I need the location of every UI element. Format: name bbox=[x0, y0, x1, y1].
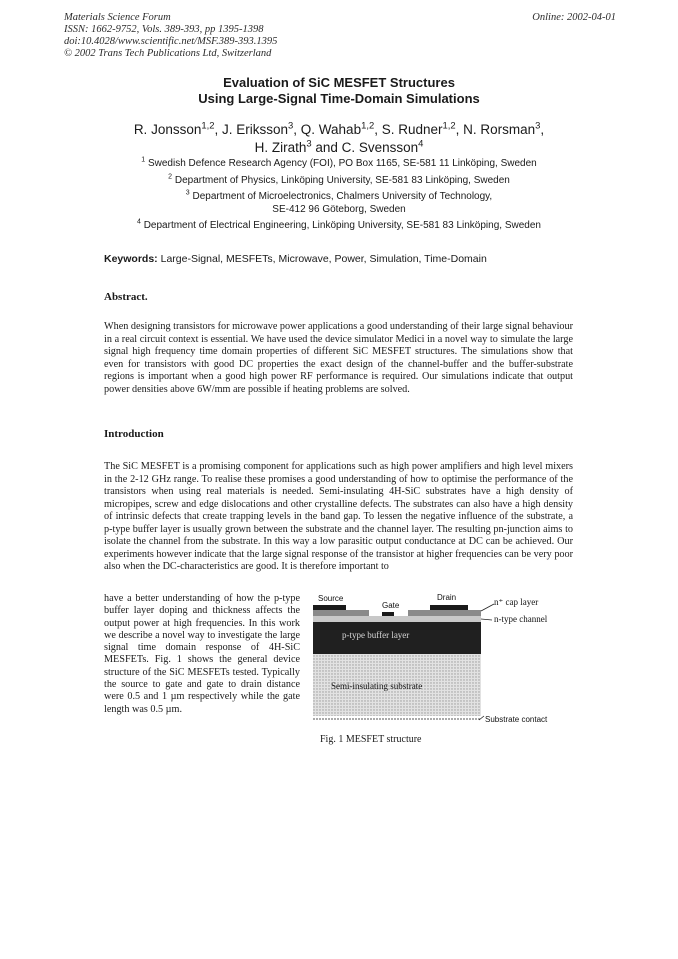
drain-label: Drain bbox=[437, 593, 457, 602]
journal-name: Materials Science Forum bbox=[64, 12, 171, 23]
substrate-contact-label: Substrate contact bbox=[485, 715, 548, 724]
abstract-heading: Abstract. bbox=[104, 291, 148, 303]
affiliations bbox=[0, 158, 678, 237]
author: S. Rudner$^{1,2}$, bbox=[381, 120, 464, 137]
keywords bbox=[104, 253, 574, 266]
author: H. Zirath$^3$ and bbox=[254, 138, 342, 155]
issn-line: ISSN: 1662-9752, Vols. 389-393, pp 1395-1398 bbox=[64, 24, 264, 35]
author: C. Svensson$^4$ bbox=[341, 138, 424, 155]
affiliation-1: $^1$ Swedish Defence Research Agency (FOI), PO Box 1165, SE-581 11 Linköping, Sweden bbox=[141, 156, 537, 169]
keywords-text: Large-Signal, MESFETs, Microwave, Power, Simulation, Time-Domain bbox=[160, 253, 487, 265]
mesfet-diagram bbox=[298, 589, 564, 729]
author: J. Eriksson$^3$, bbox=[222, 120, 301, 137]
title-line-2: Using Large-Signal Time-Domain Simulations bbox=[198, 91, 480, 106]
cap-layer-label: n⁺ cap layer bbox=[494, 597, 539, 607]
cap-leader bbox=[481, 604, 494, 611]
source-contact bbox=[313, 605, 346, 610]
affiliation-3: $^3$ Department of Microelectronics, Chalmers University of Technology, SE-412 96 Göteborg, Sweden bbox=[185, 189, 493, 215]
affiliation-2: $^2$ Department of Physics, Linköping University, SE-581 83 Linköping, Sweden bbox=[168, 173, 510, 186]
figure-mesfet-structure bbox=[298, 589, 564, 747]
introduction-text: The SiC MESFET is a promising component for applications such as high power amplifiers and high level mixers in the 2-12 GHz range. To realise these promises a good understanding of how to optimise the performance of the transistors when using real materials is needed. Semi-insulating 4H-SiC substrates have a high density of micropipes, screw and edge dislocations and other crystalline defects. The substrates can also have a high density of intrinsic defects that create trapping levels in the band gap. To lessen the negative influence of the substrate, a p-type buffer layer is usually grown between the substrate and the channel layer. The resulting pn-junction aims to isolate the channel from the substrate. In this way a low parasitic output conductance at DC can be achieved. Our experiments however indicate that the large signal response of the transistor at higher frequencies can be very poor also when the DC-characteristics are good. It is therefore important to bbox=[104, 461, 573, 572]
copyright-line: © 2002 Trans Tech Publications Ltd, Switzerland bbox=[64, 48, 272, 59]
paper-title bbox=[0, 75, 678, 107]
drain-contact bbox=[430, 605, 468, 610]
online-date: Online: 2002-04-01 bbox=[532, 12, 616, 23]
source-label: Source bbox=[318, 594, 344, 603]
channel-label: n-type channel bbox=[494, 614, 548, 624]
introduction-heading: Introduction bbox=[104, 428, 164, 440]
author: N. Rorsman$^3$, bbox=[463, 120, 545, 137]
cap-layer-left bbox=[313, 610, 369, 616]
figure-caption: Fig. 1 MESFET structure bbox=[320, 734, 422, 745]
author: R. Jonsson$^{1,2}$, bbox=[133, 120, 222, 137]
journal-header bbox=[64, 12, 277, 60]
contact-leader bbox=[479, 716, 484, 720]
gate-label: Gate bbox=[382, 601, 400, 610]
abstract-text: When designing transistors for microwave power applications a good understanding of their large signal behaviour in a real circuit context is essential. We have used the device simulator Medici in a novel way to simulate the large signal high frequency time domain properties of different SiC MESFET structures. The simulations show that even for transistors with good DC properties the exact design of the channel-buffer and the buffer-substrate regions is important when a good high power RF performance is required. Our simulations indicate that output power densities above 6W/mm are possible if heating problems are solved. bbox=[104, 321, 573, 395]
substrate-label: Semi-insulating substrate bbox=[331, 681, 423, 691]
doi-line: doi:10.4028/www.scientific.net/MSF.389-393.1395 bbox=[64, 36, 278, 47]
author-list bbox=[0, 121, 678, 157]
author-line-2 bbox=[0, 139, 678, 157]
title-line-1: Evaluation of SiC MESFET Structures bbox=[223, 75, 455, 90]
gate-contact bbox=[382, 612, 394, 616]
channel-layer bbox=[313, 616, 481, 622]
keywords-label: Keywords: bbox=[104, 253, 158, 265]
cap-layer-right bbox=[408, 610, 481, 616]
buffer-label: p-type buffer layer bbox=[342, 630, 410, 640]
author: Q. Wahab$^{1,2}$, bbox=[300, 120, 382, 137]
introduction-text-continued: have a better understanding of how the p-type buffer layer doping and thickness affects the output power at high frequencies. In this work we describe a novel way to investigate the large signal time domain response of 4H-SiC MESFETs. Fig. 1 shows the general device structure of the SiC MESFETs tested. Typically the source to gate and gate to drain distance were 0.5 and 1 µm respectively while the gate length was 0.5 µm. bbox=[104, 593, 300, 715]
affiliation-4: $^4$ Department of Electrical Engineering, Linköping University, SE-581 83 Linköping, Sweden bbox=[137, 218, 541, 231]
author-line-1 bbox=[0, 121, 678, 139]
channel-leader bbox=[481, 619, 492, 620]
